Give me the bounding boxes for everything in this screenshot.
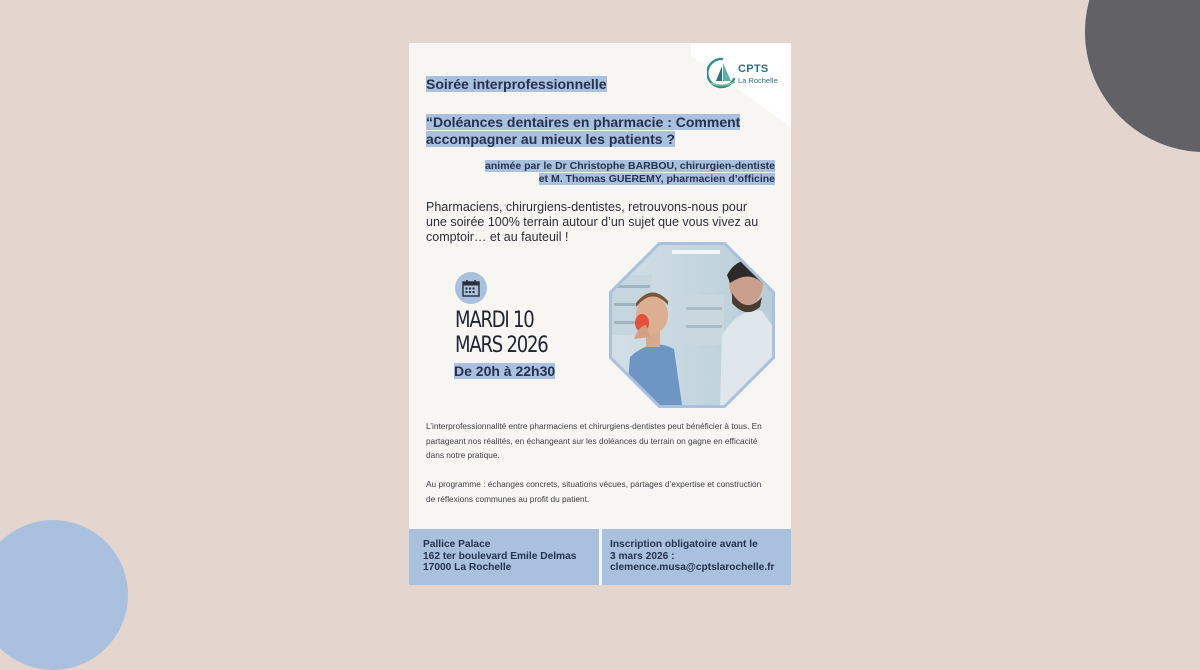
animators xyxy=(429,160,775,186)
footer xyxy=(409,529,791,585)
calendar-badge xyxy=(455,272,487,304)
logo-subtitle: La Rochelle xyxy=(738,76,778,85)
registration-deadline: 3 mars 2026 : xyxy=(610,550,675,562)
venue-box xyxy=(409,529,599,585)
venue-street: 162 ter boulevard Emile Delmas xyxy=(423,550,577,562)
event-date-day: MARDI 10 xyxy=(455,308,534,333)
pharmacy-photo xyxy=(612,245,772,405)
intro-text: Pharmaciens, chirurgiens-dentistes, retrouvons-nous pour une soirée 100% terrain autour d’un sujet que vous vivez au comptoir… et au fauteuil ! xyxy=(426,200,759,244)
event-title: “Doléances dentaires en pharmacie : Comment accompagner au mieux les patients ? xyxy=(426,114,741,147)
venue-city: 17000 La Rochelle xyxy=(423,562,512,573)
venue-name: Pallice Palace xyxy=(423,539,491,550)
decorative-circle-dark xyxy=(1085,0,1200,152)
cpts-logo xyxy=(707,57,783,91)
event-type: Soirée interprofessionnelle xyxy=(426,76,607,92)
body-paragraph-2: Au programme : échanges concrets, situations vécues, partages d’expertise et construction de réflexions communes au profit du patient. xyxy=(426,479,762,504)
animators-line-1: animée par le Dr Christophe BARBOU, chirurgien-dentiste xyxy=(485,160,775,172)
logo-title: CPTS xyxy=(738,63,769,75)
body-paragraph-1: L’interprofessionnalité entre pharmaciens et chirurgiens-dentistes peut bénéficier à tous. En partageant nos réalités, en échangeant sur les doléances du terrain on gagne en efficacité dans notre pratique. xyxy=(426,421,762,460)
registration-notice: Inscription obligatoire avant le xyxy=(610,539,758,550)
event-date-month: MARS 2026 xyxy=(455,333,548,358)
registration-box xyxy=(602,529,791,585)
calendar-icon xyxy=(462,279,480,297)
pharmacy-photo-frame xyxy=(609,242,775,408)
decorative-circle-blue xyxy=(0,520,128,670)
cpts-logo-icon xyxy=(707,57,737,89)
event-hours: De 20h à 22h30 xyxy=(454,363,556,379)
animators-line-2: et M. Thomas GUEREMY, pharmacien d’officine xyxy=(538,173,775,185)
event-flyer xyxy=(409,43,791,585)
registration-email[interactable]: clemence.musa@cptslarochelle.fr xyxy=(610,562,775,573)
